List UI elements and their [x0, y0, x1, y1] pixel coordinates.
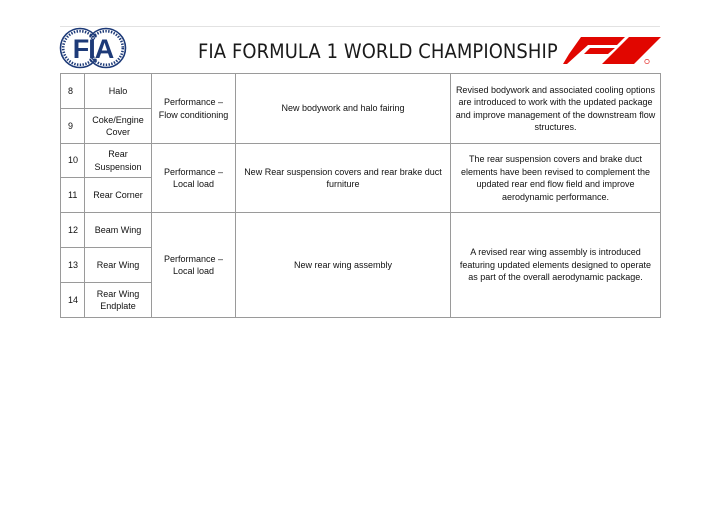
row-number: 13 [61, 248, 85, 283]
component-cell: Halo [85, 74, 152, 109]
rationale-cell: The rear suspension covers and brake duct elements have been revised to complement the updated rear end flow field and improve aerodynamic performance. [451, 144, 661, 213]
table-row [61, 213, 661, 248]
category-cell: Performance – Local load [152, 213, 236, 318]
row-number: 14 [61, 283, 85, 318]
fia-logo-icon [59, 27, 127, 69]
row-number: 11 [61, 178, 85, 213]
row-number: 8 [61, 74, 85, 109]
category-cell: Performance – Flow conditioning [152, 74, 236, 144]
row-number: 9 [61, 109, 85, 144]
component-cell: Rear Wing [85, 248, 152, 283]
component-cell: Rear Suspension [85, 144, 152, 178]
rationale-cell: A revised rear wing assembly is introduced featuring updated elements designed to operate as part of the overall aerodynamic package. [451, 213, 661, 318]
table-row [61, 144, 661, 178]
component-cell: Rear Wing Endplate [85, 283, 152, 318]
component-cell: Rear Corner [85, 178, 152, 213]
rationale-cell: Revised bodywork and associated cooling options are introduced to work with the updated package and improve management of the downstream flow structures. [451, 74, 661, 144]
f1-logo-icon [563, 36, 661, 66]
description-cell: New Rear suspension covers and rear brake duct furniture [236, 144, 451, 213]
fia-logo-text: FIA [72, 34, 114, 64]
description-cell: New bodywork and halo fairing [236, 74, 451, 144]
document-title: FIA FORMULA 1 WORLD CHAMPIONSHIP [198, 40, 558, 63]
component-cell: Beam Wing [85, 213, 152, 248]
category-cell: Performance – Local load [152, 144, 236, 213]
header-rule [60, 26, 660, 27]
table-row [61, 74, 661, 109]
upgrade-table [60, 73, 661, 318]
component-cell: Coke/Engine Cover [85, 109, 152, 144]
row-number: 12 [61, 213, 85, 248]
description-cell: New rear wing assembly [236, 213, 451, 318]
row-number: 10 [61, 144, 85, 178]
